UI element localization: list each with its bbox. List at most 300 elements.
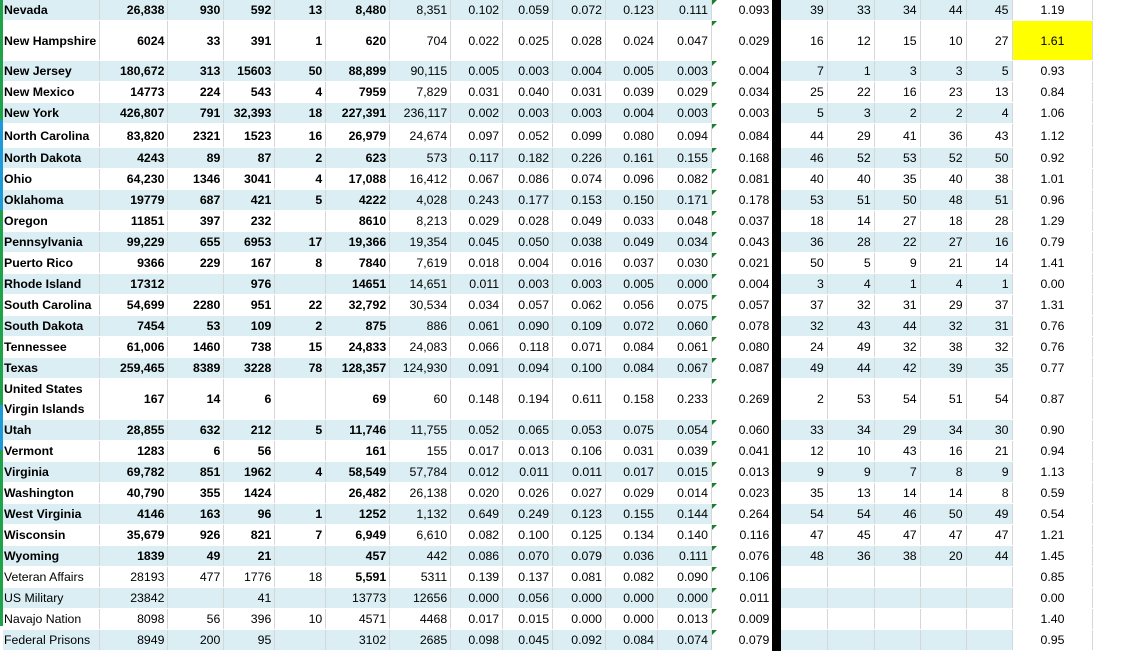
cell-col-13[interactable]: 37: [781, 295, 827, 316]
empty-cell[interactable]: [1093, 483, 1128, 504]
cell-col-7[interactable]: 0.034: [451, 295, 503, 316]
cell-col-4[interactable]: 13: [275, 0, 326, 21]
cell-col-2[interactable]: 229: [168, 253, 224, 274]
cell-col-2[interactable]: 53: [168, 316, 224, 337]
cell-col-10[interactable]: 0.031: [606, 441, 658, 462]
cell-col-8[interactable]: 0.100: [503, 525, 553, 546]
cell-col-8[interactable]: 0.094: [503, 358, 553, 379]
cell-col-12[interactable]: 0.023: [711, 483, 772, 504]
cell-col-14[interactable]: 13: [827, 483, 874, 504]
cell-col-16[interactable]: 10: [920, 21, 966, 61]
cell-col-17[interactable]: [966, 630, 1012, 651]
cell-col-16[interactable]: [920, 630, 966, 651]
cell-col-6[interactable]: 7,829: [390, 82, 451, 103]
cell-col-2[interactable]: 200: [168, 630, 224, 651]
cell-col-2[interactable]: 224: [168, 82, 224, 103]
cell-col-3[interactable]: 95: [224, 630, 275, 651]
cell-col-5[interactable]: 128,357: [326, 358, 390, 379]
cell-col-18[interactable]: 0.00: [1012, 588, 1093, 609]
cell-col-14[interactable]: 29: [827, 124, 874, 148]
cell-col-14[interactable]: 3: [827, 103, 874, 124]
cell-col-5[interactable]: 5,591: [326, 567, 390, 588]
cell-col-8[interactable]: 0.003: [503, 103, 553, 124]
cell-col-14[interactable]: 40: [827, 169, 874, 190]
cell-col-10[interactable]: 0.056: [606, 295, 658, 316]
empty-cell[interactable]: [1093, 337, 1128, 358]
cell-col-12[interactable]: 0.043: [711, 232, 772, 253]
cell-col-16[interactable]: 34: [920, 420, 966, 441]
cell-col-3[interactable]: 6953: [224, 232, 275, 253]
cell-col-7[interactable]: 0.029: [451, 211, 503, 232]
cell-col-2[interactable]: 313: [168, 61, 224, 82]
cell-col-15[interactable]: [874, 588, 920, 609]
cell-col-9[interactable]: 0.031: [553, 82, 606, 103]
cell-col-15[interactable]: [874, 630, 920, 651]
cell-col-5[interactable]: 8610: [326, 211, 390, 232]
cell-col-8[interactable]: 0.177: [503, 190, 553, 211]
cell-col-3[interactable]: 421: [224, 190, 275, 211]
cell-col-7[interactable]: 0.148: [451, 379, 503, 420]
cell-col-9[interactable]: 0.062: [553, 295, 606, 316]
cell-col-5[interactable]: 161: [326, 441, 390, 462]
cell-col-12[interactable]: 0.079: [711, 630, 772, 651]
cell-col-14[interactable]: 28: [827, 232, 874, 253]
row-label-cell[interactable]: Oklahoma: [3, 190, 100, 211]
cell-col-6[interactable]: 7,619: [390, 253, 451, 274]
cell-col-4[interactable]: 5: [275, 420, 326, 441]
cell-col-9[interactable]: 0.079: [553, 546, 606, 567]
cell-col-15[interactable]: [874, 567, 920, 588]
cell-col-11[interactable]: 0.060: [657, 316, 711, 337]
cell-col-4[interactable]: 7: [275, 525, 326, 546]
cell-col-17[interactable]: 31: [966, 316, 1012, 337]
cell-col-3[interactable]: 56: [224, 441, 275, 462]
empty-cell[interactable]: [1093, 253, 1128, 274]
cell-col-12[interactable]: 0.081: [711, 169, 772, 190]
cell-col-16[interactable]: 8: [920, 462, 966, 483]
cell-col-4[interactable]: 50: [275, 61, 326, 82]
cell-col-3[interactable]: 396: [224, 609, 275, 630]
cell-col-14[interactable]: 51: [827, 190, 874, 211]
cell-col-12[interactable]: 0.004: [711, 61, 772, 82]
cell-col-18[interactable]: 0.94: [1012, 441, 1093, 462]
cell-col-12[interactable]: 0.087: [711, 358, 772, 379]
empty-cell[interactable]: [1093, 21, 1128, 61]
cell-col-9[interactable]: 0.100: [553, 358, 606, 379]
cell-col-5[interactable]: 875: [326, 316, 390, 337]
cell-col-14[interactable]: 49: [827, 337, 874, 358]
empty-cell[interactable]: [1093, 148, 1128, 169]
cell-col-6[interactable]: 57,784: [390, 462, 451, 483]
cell-col-13[interactable]: 35: [781, 483, 827, 504]
cell-col-8[interactable]: 0.013: [503, 441, 553, 462]
cell-col-7[interactable]: 0.082: [451, 525, 503, 546]
cell-col-6[interactable]: 155: [390, 441, 451, 462]
cell-col-5[interactable]: 4222: [326, 190, 390, 211]
cell-col-17[interactable]: 28: [966, 211, 1012, 232]
cell-col-11[interactable]: 0.094: [657, 124, 711, 148]
cell-col-18[interactable]: 1.31: [1012, 295, 1093, 316]
cell-col-1[interactable]: 28,855: [100, 420, 168, 441]
empty-cell[interactable]: [1093, 525, 1128, 546]
cell-col-13[interactable]: 39: [781, 0, 827, 21]
cell-col-8[interactable]: 0.090: [503, 316, 553, 337]
empty-cell[interactable]: [1093, 630, 1128, 651]
cell-col-16[interactable]: 44: [920, 0, 966, 21]
cell-col-1[interactable]: 61,006: [100, 337, 168, 358]
row-label-cell[interactable]: Puerto Rico: [3, 253, 100, 274]
cell-col-5[interactable]: 19,366: [326, 232, 390, 253]
cell-col-14[interactable]: 33: [827, 0, 874, 21]
cell-col-7[interactable]: 0.102: [451, 0, 503, 21]
cell-col-3[interactable]: 1962: [224, 462, 275, 483]
cell-col-12[interactable]: 0.037: [711, 211, 772, 232]
cell-col-11[interactable]: 0.030: [657, 253, 711, 274]
cell-col-9[interactable]: 0.003: [553, 103, 606, 124]
cell-col-18[interactable]: 0.85: [1012, 567, 1093, 588]
cell-col-5[interactable]: 26,979: [326, 124, 390, 148]
cell-col-7[interactable]: 0.649: [451, 504, 503, 525]
cell-col-2[interactable]: 2280: [168, 295, 224, 316]
cell-col-5[interactable]: 7840: [326, 253, 390, 274]
row-label-cell[interactable]: Tennessee: [3, 337, 100, 358]
cell-col-11[interactable]: 0.140: [657, 525, 711, 546]
cell-col-17[interactable]: 30: [966, 420, 1012, 441]
cell-col-2[interactable]: 8389: [168, 358, 224, 379]
cell-col-9[interactable]: 0.153: [553, 190, 606, 211]
cell-col-11[interactable]: 0.075: [657, 295, 711, 316]
cell-col-15[interactable]: 2: [874, 103, 920, 124]
cell-col-16[interactable]: 47: [920, 525, 966, 546]
cell-col-13[interactable]: 32: [781, 316, 827, 337]
cell-col-13[interactable]: 33: [781, 420, 827, 441]
cell-col-16[interactable]: [920, 609, 966, 630]
cell-col-6[interactable]: 1,132: [390, 504, 451, 525]
cell-col-11[interactable]: 0.029: [657, 82, 711, 103]
cell-col-11[interactable]: 0.082: [657, 169, 711, 190]
cell-col-18[interactable]: 0.87: [1012, 379, 1093, 420]
cell-col-16[interactable]: 4: [920, 274, 966, 295]
cell-col-13[interactable]: 46: [781, 148, 827, 169]
empty-cell[interactable]: [1093, 588, 1128, 609]
cell-col-1[interactable]: 19779: [100, 190, 168, 211]
cell-col-12[interactable]: 0.021: [711, 253, 772, 274]
cell-col-7[interactable]: 0.018: [451, 253, 503, 274]
empty-cell[interactable]: [1093, 103, 1128, 124]
cell-col-14[interactable]: 44: [827, 358, 874, 379]
cell-col-2[interactable]: 397: [168, 211, 224, 232]
cell-col-15[interactable]: 46: [874, 504, 920, 525]
cell-col-12[interactable]: 0.084: [711, 124, 772, 148]
cell-col-13[interactable]: 16: [781, 21, 827, 61]
cell-col-15[interactable]: 34: [874, 0, 920, 21]
row-label-cell[interactable]: US Military: [3, 588, 100, 609]
cell-col-10[interactable]: 0.155: [606, 504, 658, 525]
row-label-cell[interactable]: Veteran Affairs: [3, 567, 100, 588]
cell-col-17[interactable]: 21: [966, 441, 1012, 462]
cell-col-16[interactable]: 23: [920, 82, 966, 103]
cell-col-14[interactable]: 32: [827, 295, 874, 316]
cell-col-12[interactable]: 0.034: [711, 82, 772, 103]
cell-col-5[interactable]: 227,391: [326, 103, 390, 124]
cell-col-17[interactable]: 8: [966, 483, 1012, 504]
cell-col-8[interactable]: 0.025: [503, 21, 553, 61]
cell-col-10[interactable]: 0.024: [606, 21, 658, 61]
row-label-cell[interactable]: Federal Prisons: [3, 630, 100, 651]
cell-col-6[interactable]: 12656: [390, 588, 451, 609]
cell-col-5[interactable]: 11,746: [326, 420, 390, 441]
cell-col-18[interactable]: 1.19: [1012, 0, 1093, 21]
cell-col-9[interactable]: 0.611: [553, 379, 606, 420]
cell-col-16[interactable]: 20: [920, 546, 966, 567]
cell-col-3[interactable]: 592: [224, 0, 275, 21]
cell-col-13[interactable]: [781, 609, 827, 630]
row-label-cell[interactable]: Oregon: [3, 211, 100, 232]
cell-col-6[interactable]: 24,083: [390, 337, 451, 358]
cell-col-10[interactable]: 0.072: [606, 316, 658, 337]
row-label-cell[interactable]: Navajo Nation: [3, 609, 100, 630]
cell-col-2[interactable]: 49: [168, 546, 224, 567]
cell-col-6[interactable]: 442: [390, 546, 451, 567]
empty-cell[interactable]: [1093, 546, 1128, 567]
cell-col-6[interactable]: 30,534: [390, 295, 451, 316]
cell-col-10[interactable]: 0.082: [606, 567, 658, 588]
cell-col-1[interactable]: 4243: [100, 148, 168, 169]
cell-col-13[interactable]: [781, 567, 827, 588]
row-label-cell[interactable]: United States Virgin Islands: [3, 379, 100, 420]
cell-col-5[interactable]: 32,792: [326, 295, 390, 316]
cell-col-18[interactable]: 1.13: [1012, 462, 1093, 483]
spreadsheet-grid[interactable]: [3, 0, 1128, 651]
row-label-cell[interactable]: Wisconsin: [3, 525, 100, 546]
cell-col-12[interactable]: 0.029: [711, 21, 772, 61]
cell-col-17[interactable]: 54: [966, 379, 1012, 420]
cell-col-14[interactable]: 53: [827, 379, 874, 420]
cell-col-10[interactable]: 0.150: [606, 190, 658, 211]
cell-col-9[interactable]: 0.072: [553, 0, 606, 21]
cell-col-10[interactable]: 0.000: [606, 588, 658, 609]
cell-col-2[interactable]: 477: [168, 567, 224, 588]
cell-col-13[interactable]: 3: [781, 274, 827, 295]
cell-col-1[interactable]: 6024: [100, 21, 168, 61]
cell-col-9[interactable]: 0.003: [553, 274, 606, 295]
cell-col-7[interactable]: 0.031: [451, 82, 503, 103]
cell-col-10[interactable]: 0.004: [606, 103, 658, 124]
row-label-cell[interactable]: Nevada: [3, 0, 100, 21]
cell-col-18[interactable]: 0.54: [1012, 504, 1093, 525]
cell-col-13[interactable]: 2: [781, 379, 827, 420]
cell-col-14[interactable]: 10: [827, 441, 874, 462]
cell-col-18[interactable]: 1.21: [1012, 525, 1093, 546]
cell-col-10[interactable]: 0.134: [606, 525, 658, 546]
cell-col-5[interactable]: 457: [326, 546, 390, 567]
cell-col-4[interactable]: 5: [275, 190, 326, 211]
cell-col-18[interactable]: 0.84: [1012, 82, 1093, 103]
cell-col-2[interactable]: 33: [168, 21, 224, 61]
cell-col-9[interactable]: 0.092: [553, 630, 606, 651]
empty-cell[interactable]: [1093, 232, 1128, 253]
empty-cell[interactable]: [1093, 316, 1128, 337]
cell-col-4[interactable]: [275, 211, 326, 232]
cell-col-12[interactable]: 0.003: [711, 103, 772, 124]
row-label-cell[interactable]: South Dakota: [3, 316, 100, 337]
cell-col-7[interactable]: 0.012: [451, 462, 503, 483]
cell-col-6[interactable]: 26,138: [390, 483, 451, 504]
cell-col-17[interactable]: 16: [966, 232, 1012, 253]
cell-col-10[interactable]: 0.029: [606, 483, 658, 504]
cell-col-10[interactable]: 0.084: [606, 630, 658, 651]
cell-col-1[interactable]: 4146: [100, 504, 168, 525]
cell-col-7[interactable]: 0.002: [451, 103, 503, 124]
cell-col-3[interactable]: 976: [224, 274, 275, 295]
cell-col-17[interactable]: 9: [966, 462, 1012, 483]
cell-col-4[interactable]: 16: [275, 124, 326, 148]
cell-col-6[interactable]: 8,351: [390, 0, 451, 21]
cell-col-12[interactable]: 0.060: [711, 420, 772, 441]
cell-col-6[interactable]: 573: [390, 148, 451, 169]
cell-col-1[interactable]: 69,782: [100, 462, 168, 483]
cell-col-8[interactable]: 0.003: [503, 61, 553, 82]
cell-col-8[interactable]: 0.026: [503, 483, 553, 504]
row-label-cell[interactable]: Rhode Island: [3, 274, 100, 295]
cell-col-2[interactable]: 1346: [168, 169, 224, 190]
cell-col-15[interactable]: 42: [874, 358, 920, 379]
cell-col-1[interactable]: 64,230: [100, 169, 168, 190]
cell-col-17[interactable]: 13: [966, 82, 1012, 103]
cell-col-4[interactable]: [275, 379, 326, 420]
cell-col-8[interactable]: 0.028: [503, 211, 553, 232]
cell-col-12[interactable]: 0.168: [711, 148, 772, 169]
cell-col-1[interactable]: 259,465: [100, 358, 168, 379]
cell-col-1[interactable]: 11851: [100, 211, 168, 232]
cell-col-1[interactable]: 9366: [100, 253, 168, 274]
cell-col-3[interactable]: 1523: [224, 124, 275, 148]
cell-col-6[interactable]: 19,354: [390, 232, 451, 253]
cell-col-17[interactable]: 47: [966, 525, 1012, 546]
cell-col-13[interactable]: [781, 630, 827, 651]
cell-col-4[interactable]: [275, 483, 326, 504]
cell-col-17[interactable]: 43: [966, 124, 1012, 148]
cell-col-11[interactable]: 0.061: [657, 337, 711, 358]
cell-col-11[interactable]: 0.171: [657, 190, 711, 211]
cell-col-5[interactable]: 69: [326, 379, 390, 420]
cell-col-1[interactable]: 426,807: [100, 103, 168, 124]
row-label-cell[interactable]: North Dakota: [3, 148, 100, 169]
cell-col-13[interactable]: 24: [781, 337, 827, 358]
cell-col-4[interactable]: [275, 630, 326, 651]
cell-col-5[interactable]: 620: [326, 21, 390, 61]
cell-col-6[interactable]: 704: [390, 21, 451, 61]
cell-col-11[interactable]: 0.155: [657, 148, 711, 169]
cell-col-7[interactable]: 0.011: [451, 274, 503, 295]
cell-col-3[interactable]: 821: [224, 525, 275, 546]
cell-col-2[interactable]: 163: [168, 504, 224, 525]
cell-col-11[interactable]: 0.039: [657, 441, 711, 462]
cell-col-1[interactable]: 99,229: [100, 232, 168, 253]
cell-col-4[interactable]: 8: [275, 253, 326, 274]
cell-col-18[interactable]: 0.96: [1012, 190, 1093, 211]
cell-col-13[interactable]: 44: [781, 124, 827, 148]
row-label-cell[interactable]: New Mexico: [3, 82, 100, 103]
cell-col-16[interactable]: 29: [920, 295, 966, 316]
cell-col-6[interactable]: 60: [390, 379, 451, 420]
empty-cell[interactable]: [1093, 124, 1128, 148]
cell-col-1[interactable]: 167: [100, 379, 168, 420]
cell-col-17[interactable]: 38: [966, 169, 1012, 190]
cell-col-1[interactable]: 7454: [100, 316, 168, 337]
cell-col-4[interactable]: 4: [275, 82, 326, 103]
cell-col-17[interactable]: 1: [966, 274, 1012, 295]
cell-col-18[interactable]: 0.90: [1012, 420, 1093, 441]
cell-col-12[interactable]: 0.078: [711, 316, 772, 337]
cell-col-14[interactable]: 9: [827, 462, 874, 483]
cell-col-1[interactable]: 28193: [100, 567, 168, 588]
cell-col-7[interactable]: 0.000: [451, 588, 503, 609]
cell-col-4[interactable]: [275, 274, 326, 295]
cell-col-13[interactable]: 9: [781, 462, 827, 483]
cell-col-15[interactable]: 16: [874, 82, 920, 103]
cell-col-1[interactable]: 23842: [100, 588, 168, 609]
empty-cell[interactable]: [1093, 441, 1128, 462]
cell-col-18[interactable]: 0.77: [1012, 358, 1093, 379]
cell-col-3[interactable]: 32,393: [224, 103, 275, 124]
cell-col-10[interactable]: 0.123: [606, 0, 658, 21]
cell-col-17[interactable]: [966, 567, 1012, 588]
row-label-cell[interactable]: New Jersey: [3, 61, 100, 82]
cell-col-7[interactable]: 0.067: [451, 169, 503, 190]
cell-col-3[interactable]: 212: [224, 420, 275, 441]
cell-col-9[interactable]: 0.071: [553, 337, 606, 358]
cell-col-3[interactable]: 109: [224, 316, 275, 337]
cell-col-11[interactable]: 0.074: [657, 630, 711, 651]
cell-col-2[interactable]: 1460: [168, 337, 224, 358]
cell-col-10[interactable]: 0.000: [606, 609, 658, 630]
cell-col-3[interactable]: 87: [224, 148, 275, 169]
cell-col-14[interactable]: 43: [827, 316, 874, 337]
cell-col-17[interactable]: 49: [966, 504, 1012, 525]
cell-col-14[interactable]: 12: [827, 21, 874, 61]
cell-col-6[interactable]: 8,213: [390, 211, 451, 232]
cell-col-4[interactable]: 1: [275, 21, 326, 61]
cell-col-12[interactable]: 0.057: [711, 295, 772, 316]
cell-col-17[interactable]: 27: [966, 21, 1012, 61]
cell-col-18[interactable]: 0.95: [1012, 630, 1093, 651]
cell-col-11[interactable]: 0.003: [657, 103, 711, 124]
cell-col-7[interactable]: 0.005: [451, 61, 503, 82]
cell-col-2[interactable]: 655: [168, 232, 224, 253]
cell-col-4[interactable]: 18: [275, 567, 326, 588]
cell-col-16[interactable]: 3: [920, 61, 966, 82]
cell-col-11[interactable]: 0.067: [657, 358, 711, 379]
cell-col-7[interactable]: 0.045: [451, 232, 503, 253]
cell-col-3[interactable]: 1424: [224, 483, 275, 504]
cell-col-4[interactable]: [275, 546, 326, 567]
cell-col-2[interactable]: 851: [168, 462, 224, 483]
cell-col-17[interactable]: 51: [966, 190, 1012, 211]
cell-col-3[interactable]: 738: [224, 337, 275, 358]
cell-col-7[interactable]: 0.243: [451, 190, 503, 211]
cell-col-8[interactable]: 0.065: [503, 420, 553, 441]
cell-col-9[interactable]: 0.053: [553, 420, 606, 441]
cell-col-18[interactable]: 1.61: [1012, 21, 1093, 61]
cell-col-1[interactable]: 180,672: [100, 61, 168, 82]
cell-col-7[interactable]: 0.117: [451, 148, 503, 169]
cell-col-18[interactable]: 0.79: [1012, 232, 1093, 253]
cell-col-13[interactable]: 49: [781, 358, 827, 379]
cell-col-10[interactable]: 0.075: [606, 420, 658, 441]
cell-col-4[interactable]: 18: [275, 103, 326, 124]
cell-col-12[interactable]: 0.106: [711, 567, 772, 588]
